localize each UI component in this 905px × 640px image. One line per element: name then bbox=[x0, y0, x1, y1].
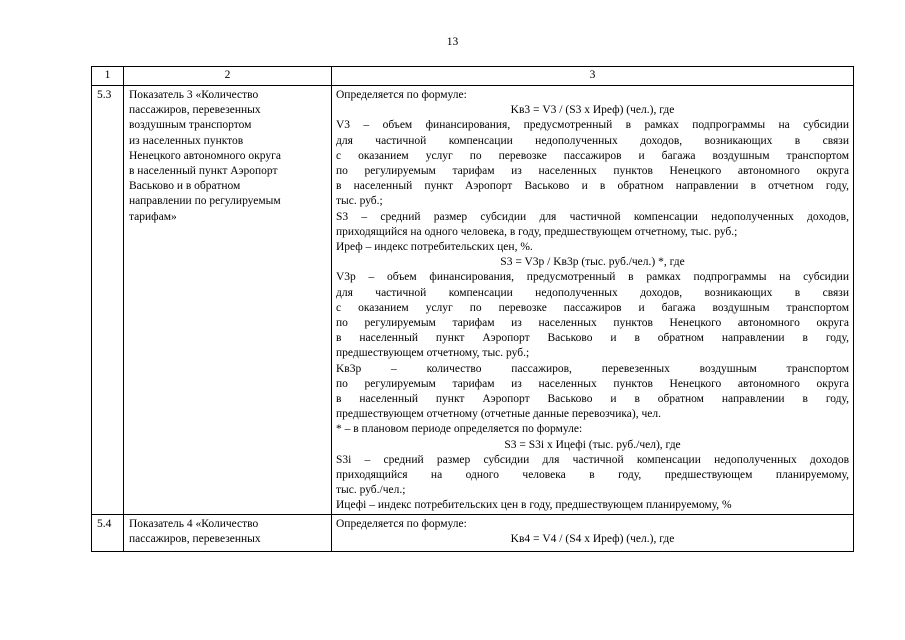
desc-line: по регулируемым тарифам из населенных пунктов Ненецкого автономного округа bbox=[336, 165, 849, 178]
desc-line: для частичной компенсации недополученных доходов, возникающих в связи bbox=[336, 134, 849, 147]
header-col-1: 1 bbox=[92, 67, 124, 86]
desc-line: предшествующем отчетному (отчетные данные перевозчика), чел. bbox=[336, 408, 661, 421]
desc-line: S3i – средний размер субсидии для частичной компенсации недополученных доходов bbox=[336, 453, 849, 466]
table-row-5-4 bbox=[92, 514, 854, 551]
desc-line: в населенный пункт Аэропорт Васьково и в обратном направлении в году, bbox=[336, 332, 849, 345]
indicator-name bbox=[124, 514, 332, 551]
row-number: 5.4 bbox=[92, 514, 124, 551]
desc-line: Определяется по формуле: bbox=[336, 517, 467, 530]
desc-line: Определяется по формуле: bbox=[336, 89, 467, 101]
header-col-3: 3 bbox=[332, 67, 854, 86]
desc-line: приходящийся на одного человека в году, предшествующем планируемому, bbox=[336, 469, 849, 482]
name-line: воздушным транспортом bbox=[129, 119, 252, 132]
desc-line: V3 – объем финансирования, предусмотренный в рамках подпрограммы на субсидии bbox=[336, 119, 849, 132]
name-line: Показатель 4 «Количество bbox=[129, 517, 259, 530]
formula: S3 = S3i x Ицефi (тыс. руб./чел), где bbox=[504, 438, 681, 451]
desc-line: S3 – средний размер субсидии для частичной компенсации недополученных доходов, bbox=[336, 210, 849, 223]
name-line: направлении по регулируемым bbox=[129, 195, 281, 208]
indicators-table bbox=[91, 66, 854, 552]
formula: Kв3 = V3 / (S3 x Иреф) (чел.), где bbox=[510, 104, 675, 117]
desc-line: V3р – объем финансирования, предусмотренный в рамках подпрограммы на субсидии bbox=[336, 271, 849, 284]
row-number: 5.3 bbox=[92, 86, 124, 515]
page-number: 13 bbox=[446, 36, 459, 48]
desc-line: * – в плановом периоде определяется по формуле: bbox=[336, 423, 583, 436]
header-col-2: 2 bbox=[124, 67, 332, 86]
name-line: пассажиров, перевезенных bbox=[129, 104, 261, 117]
indicator-description bbox=[332, 86, 854, 515]
desc-line: для частичной компенсации недополученных доходов, возникающих в связи bbox=[336, 286, 849, 299]
formula: Kв4 = V4 / (S4 x Иреф) (чел.), где bbox=[510, 532, 675, 545]
name-line: Ненецкого автономного округа bbox=[129, 149, 281, 162]
name-line: из населенных пунктов bbox=[129, 134, 244, 147]
name-line: в населенный пункт Аэропорт bbox=[129, 165, 278, 178]
desc-line: с оказанием услуг по перевозке пассажиров и багажа воздушным транспортом bbox=[336, 149, 849, 162]
desc-line: по регулируемым тарифам из населенных пунктов Ненецкого автономного округа bbox=[336, 317, 849, 330]
desc-line: тыс. руб./чел.; bbox=[336, 484, 406, 497]
desc-line: в населенный пункт Аэропорт Васьково и в обратном направлении в году, bbox=[336, 393, 849, 406]
desc-line: по регулируемым тарифам из населенных пунктов Ненецкого автономного округа bbox=[336, 377, 849, 390]
name-line: тарифам» bbox=[129, 210, 177, 223]
table-row-5-3 bbox=[92, 86, 854, 515]
table-header-row bbox=[92, 67, 854, 86]
desc-line: тыс. руб.; bbox=[336, 195, 383, 208]
desc-line: предшествующем отчетному, тыс. руб.; bbox=[336, 347, 530, 360]
name-line: пассажиров, перевезенных bbox=[129, 532, 261, 545]
desc-line: Ицефi – индекс потребительских цен в году, предшествующем планируемому, % bbox=[336, 499, 732, 512]
formula: S3 = V3р / Kв3р (тыс. руб./чел.) *, где bbox=[500, 256, 685, 269]
desc-line: Иреф – индекс потребительских цен, %. bbox=[336, 241, 533, 254]
indicator-name bbox=[124, 86, 332, 515]
desc-line: Kв3р – количество пассажиров, перевезенных воздушным транспортом bbox=[336, 362, 849, 375]
desc-line: в населенный пункт Аэропорт Васьково и в обратном направлении в отчетном году, bbox=[336, 180, 849, 193]
name-line: Показатель 3 «Количество bbox=[129, 89, 259, 101]
name-line: Васьково и в обратном bbox=[129, 180, 241, 193]
indicator-description bbox=[332, 514, 854, 551]
desc-line: с оказанием услуг по перевозке пассажиров и багажа воздушным транспортом bbox=[336, 301, 849, 314]
desc-line: приходящийся на одного человека, в году, предшествующем отчетному, тыс. руб.; bbox=[336, 225, 738, 238]
